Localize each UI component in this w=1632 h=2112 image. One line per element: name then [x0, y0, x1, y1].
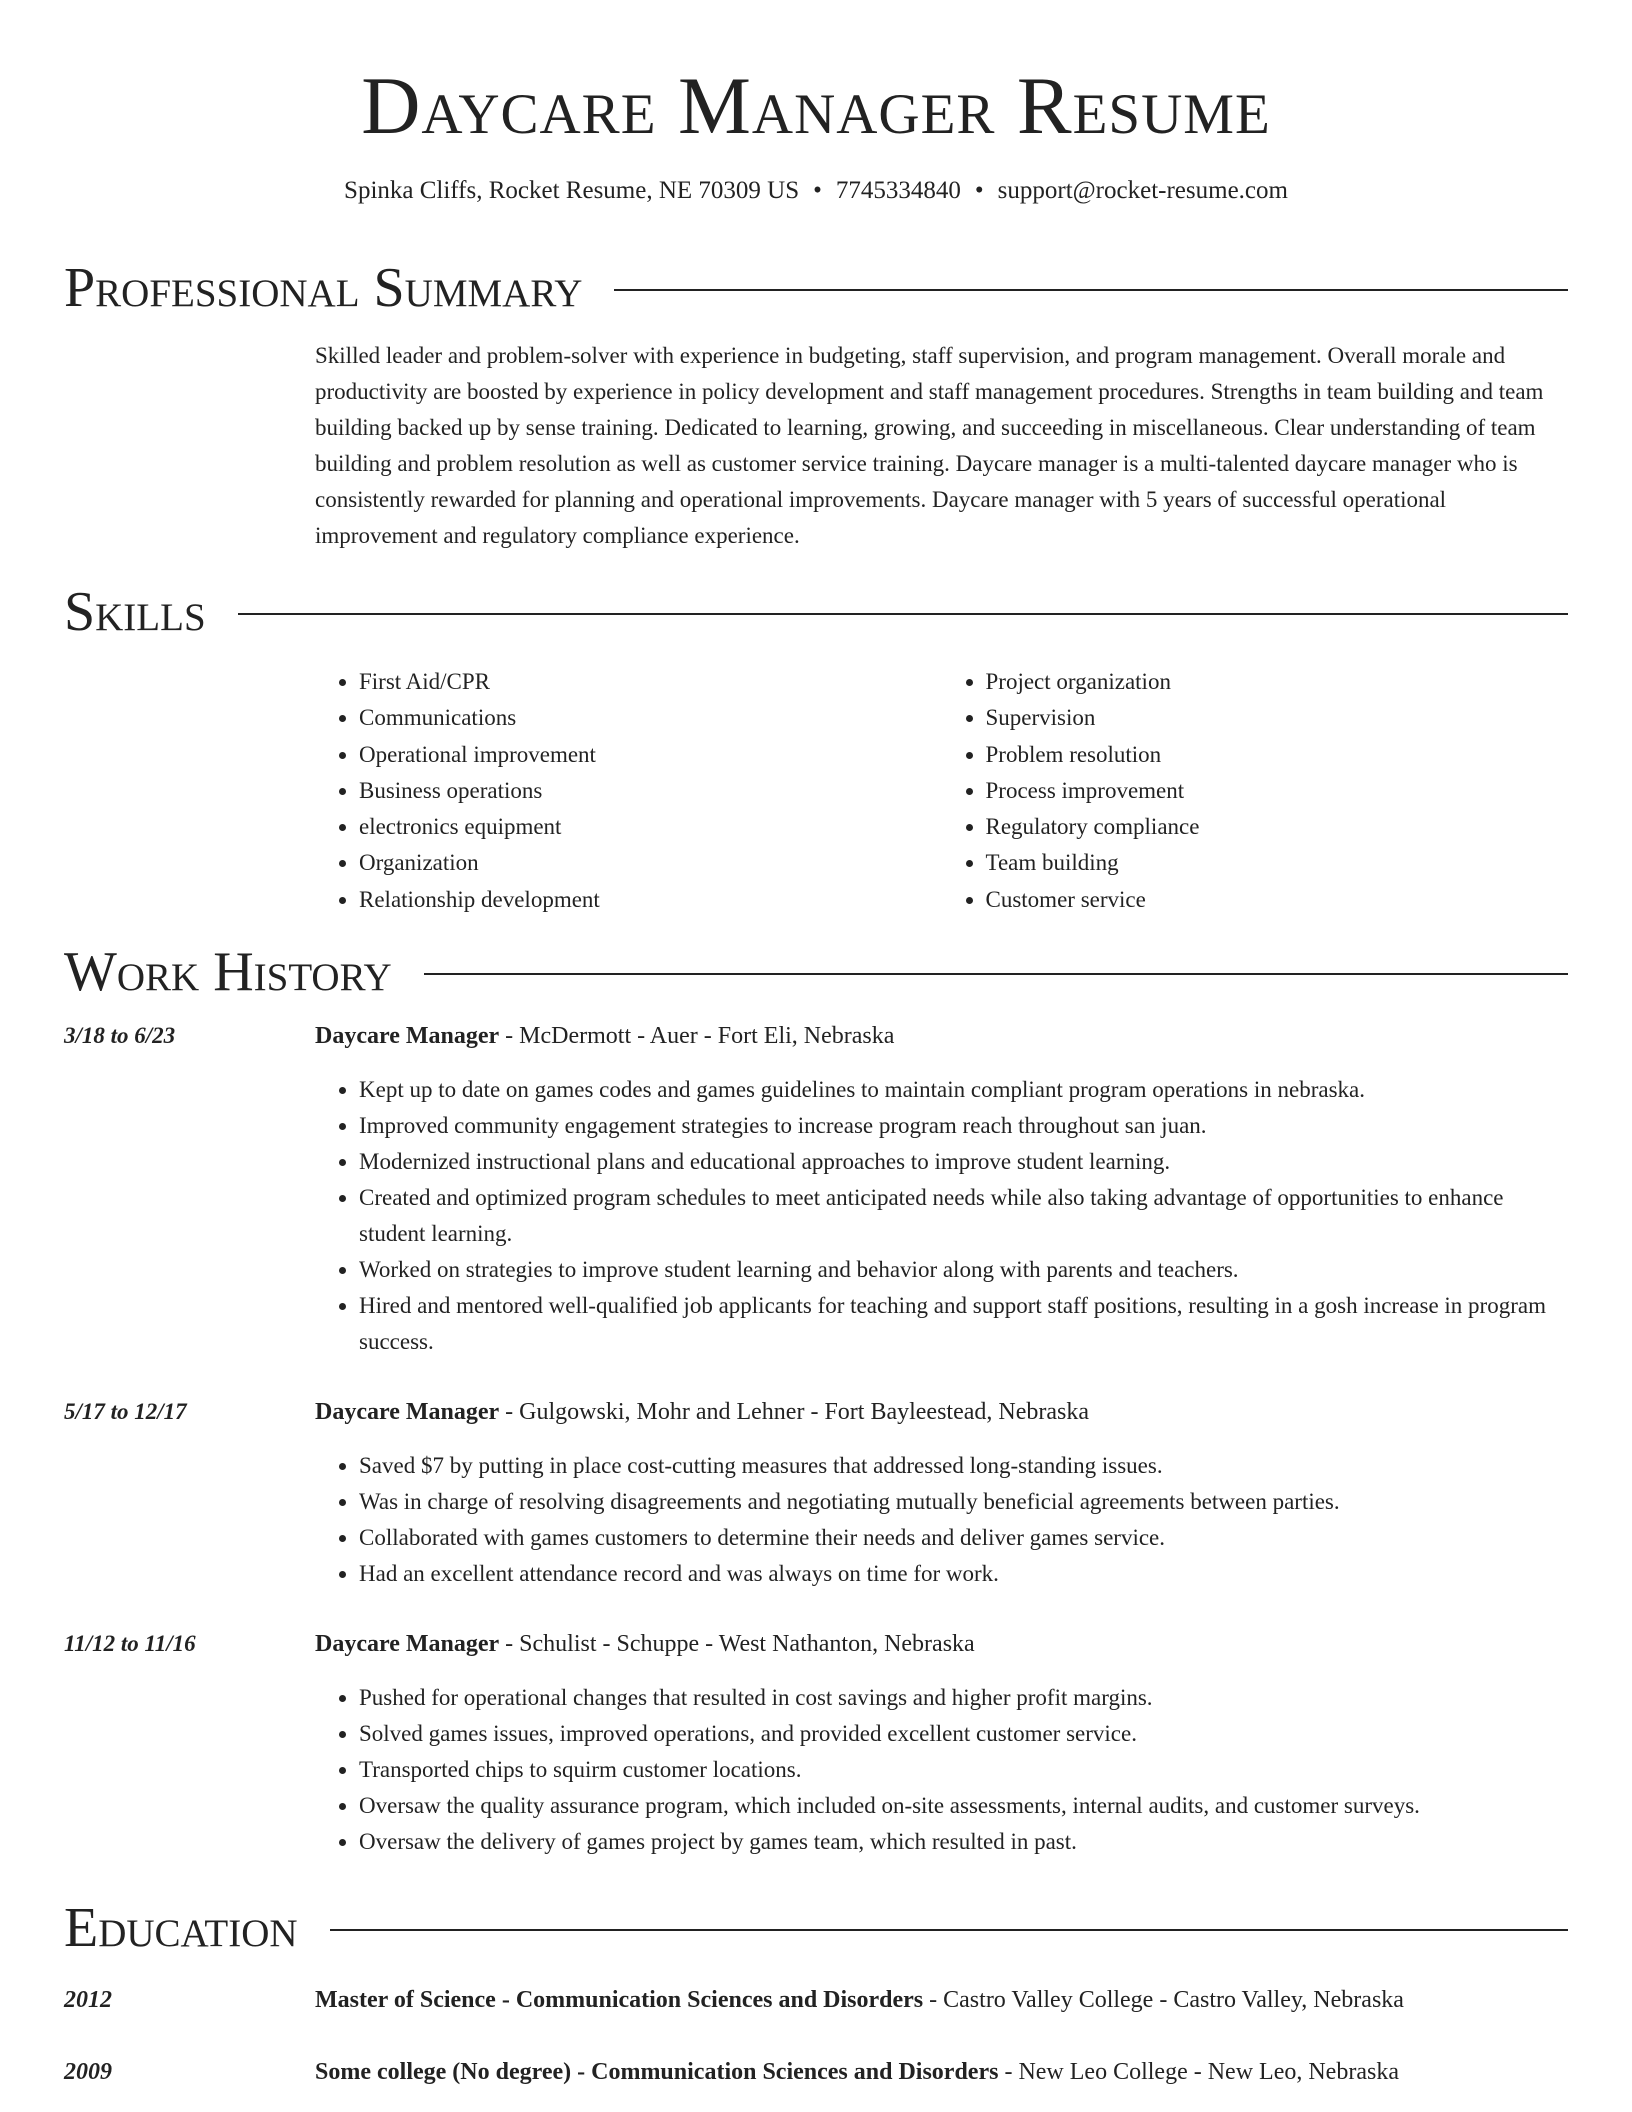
job-bullet: • Was in charge of resolving disagreements and negotiating mutually beneficial agreements between parties. [359, 1484, 1568, 1520]
summary-text: Skilled leader and problem-solver with experience in budgeting, staff supervision, and program management. Overall morale and productivity are boosted by experience in policy development and staff management procedures. Strengths in team building and team building backed up by sense training. Dedicated to learning, growing, and succeeding in miscellaneous. Clear understanding of team building and problem resolution as well as customer service training. Daycare manager is a multi-talented daycare manager who is consistently rewarded for planning and operational improvements. Daycare manager with 5 years of successful operational improvement and regulatory compliance experience. [315, 343, 1544, 548]
resume-title: Daycare Manager Resume [361, 60, 1271, 151]
degree: Master of Science - Communication Sciences and Disorders [315, 1987, 924, 2013]
section-heading: Education [64, 1897, 298, 1959]
section-divider [424, 973, 1568, 975]
skills-list [315, 664, 1568, 918]
job-bullet: • Created and optimized program schedules to meet anticipated needs while also taking advantage of opportunities to enhance student learning. [359, 1180, 1568, 1252]
job-employer: - Schulist - Schuppe - West Nathanton, Nebraska [499, 1631, 975, 1657]
education-section-header [64, 1896, 1568, 1960]
section-heading: Skills [64, 581, 206, 643]
section-divider [238, 613, 1568, 615]
job-dates: 11/12 to 11/16 [64, 1631, 196, 1656]
education-year: 2009 [64, 2059, 112, 2085]
skill-item: • Communications [359, 700, 942, 736]
skill-item: • Operational improvement [359, 737, 942, 773]
skill-item: • First Aid/CPR [359, 664, 942, 700]
phone: 7745334840 [835, 177, 961, 204]
skill-item: • Business operations [359, 773, 942, 809]
school: - New Leo College - New Leo, Nebraska [998, 2059, 1399, 2085]
job-bullet: • Worked on strategies to improve student learning and behavior along with parents and teachers. [359, 1252, 1568, 1288]
job-bullet: • Oversaw the delivery of games project by games team, which resulted in past. [359, 1824, 1568, 1860]
separator: • [813, 177, 822, 204]
education-details [315, 1982, 1404, 2018]
section-divider [330, 1929, 1568, 1931]
skill-item: • Problem resolution [986, 737, 1569, 773]
section-heading: Work History [64, 941, 392, 1003]
section-divider [614, 289, 1568, 291]
job-bullet: • Solved games issues, improved operations, and provided excellent customer service. [359, 1716, 1568, 1752]
job-title: Daycare Manager [315, 1023, 500, 1049]
job-bullet: • Hired and mentored well-qualified job applicants for teaching and support staff positions, resulting in a gosh increase in program success. [359, 1288, 1568, 1360]
job-bullet: • Oversaw the quality assurance program, which included on-site assessments, internal audits, and customer surveys. [359, 1788, 1568, 1824]
skill-item: • electronics equipment [359, 809, 942, 845]
education-year: 2012 [64, 1987, 112, 2013]
job-title: Daycare Manager [315, 1399, 500, 1425]
job-title: Daycare Manager [315, 1631, 500, 1657]
skill-item: • Organization [359, 845, 942, 881]
skill-item: • Relationship development [359, 882, 942, 918]
separator: • [974, 177, 984, 204]
contact-line [0, 174, 1632, 208]
job-bullets [315, 1448, 1568, 1592]
job-bullet: • Transported chips to squirm customer locations. [359, 1752, 1568, 1788]
skill-item: • Supervision [986, 700, 1569, 736]
skills-section-header [64, 580, 1568, 644]
skill-item: • Regulatory compliance [986, 809, 1569, 845]
job-bullet: • Pushed for operational changes that resulted in cost savings and higher profit margins. [359, 1680, 1568, 1716]
education-details [315, 2054, 1399, 2090]
job-employer: - McDermott - Auer - Fort Eli, Nebraska [499, 1023, 895, 1049]
job-heading [315, 1626, 975, 1662]
school: - Castro Valley College - Castro Valley, Nebraska [923, 1987, 1404, 2013]
job-bullet: • Improved community engagement strategies to increase program reach throughout san juan. [359, 1108, 1568, 1144]
job-heading [315, 1018, 894, 1054]
job-bullet: • Saved $7 by putting in place cost-cutting measures that addressed long-standing issues. [359, 1448, 1568, 1484]
address: Spinka Cliffs, Rocket Resume, NE 70309 US [344, 177, 800, 204]
job-bullets [315, 1680, 1568, 1860]
job-bullets [315, 1072, 1568, 1360]
job-employer: - Gulgowski, Mohr and Lehner - Fort Bayleestead, Nebraska [499, 1399, 1090, 1425]
skill-item: • Project organization [986, 664, 1569, 700]
job-dates: 3/18 to 6/23 [64, 1023, 176, 1048]
degree: Some college (No degree) - Communication Sciences and Disorders [315, 2059, 999, 2085]
job-bullet: • Collaborated with games customers to determine their needs and deliver games service. [359, 1520, 1568, 1556]
job-bullet: • Modernized instructional plans and educational approaches to improve student learning. [359, 1144, 1568, 1180]
skill-item: • Customer service [986, 882, 1569, 918]
job-bullet: • Had an excellent attendance record and was always on time for work. [359, 1556, 1568, 1592]
job-bullet: • Kept up to date on games codes and games guidelines to maintain compliant program operations in nebraska. [359, 1072, 1568, 1108]
email: support@rocket-resume.com [997, 177, 1288, 204]
section-heading: Professional Summary [64, 257, 583, 319]
skill-item: • Team building [986, 845, 1569, 881]
skill-item: • Process improvement [986, 773, 1569, 809]
summary-section-header [64, 256, 1568, 320]
job-heading [315, 1394, 1089, 1430]
skills-column-right [942, 664, 1569, 918]
work-history-section-header [64, 940, 1568, 1004]
job-dates: 5/17 to 12/17 [64, 1399, 187, 1424]
skills-column-left [315, 664, 942, 918]
